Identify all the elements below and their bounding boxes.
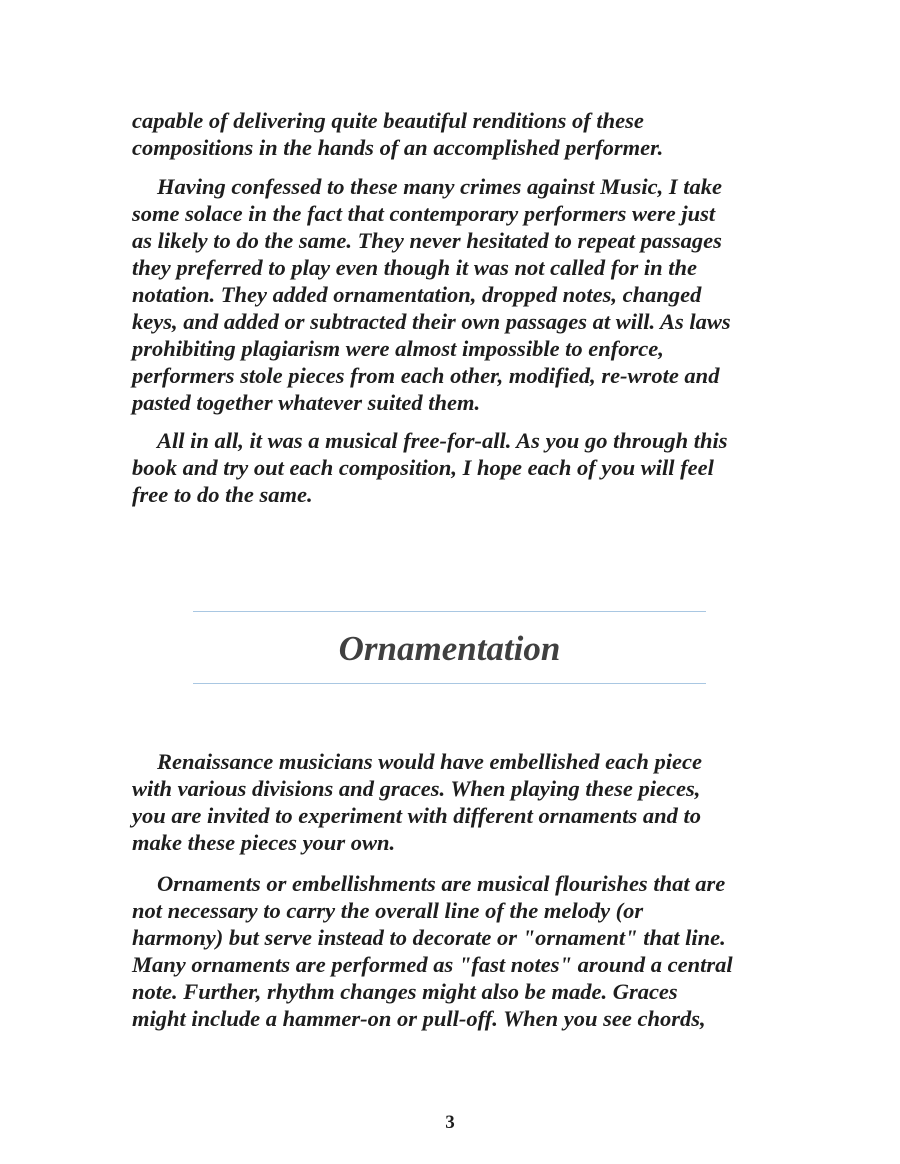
paragraph-line: capable of delivering quite beautiful renditions of these bbox=[132, 108, 644, 133]
paragraph-line: performers stole pieces from each other, modified, re-wrote and bbox=[132, 363, 720, 388]
paragraph-line: free to do the same. bbox=[132, 482, 313, 507]
paragraph-line: might include a hammer-on or pull-off. When you see chords, bbox=[132, 1006, 706, 1031]
paragraph-line: Renaissance musicians would have embellished each piece bbox=[157, 749, 702, 774]
heading-rule-bottom bbox=[193, 683, 706, 684]
paragraph-line: compositions in the hands of an accomplished performer. bbox=[132, 135, 664, 160]
paragraph-line: notation. They added ornamentation, dropped notes, changed bbox=[132, 282, 702, 307]
heading-rule-top bbox=[193, 611, 706, 612]
paragraph-line: some solace in the fact that contemporary performers were just bbox=[132, 201, 716, 226]
paragraph-ornaments bbox=[132, 870, 782, 1032]
paragraph-line: they preferred to play even though it was not called for in the bbox=[132, 255, 697, 280]
paragraph-crimes-against-music bbox=[132, 173, 782, 416]
paragraph-line: you are invited to experiment with different ornaments and to bbox=[132, 803, 701, 828]
paragraph-line: pasted together whatever suited them. bbox=[132, 390, 481, 415]
paragraph-line: book and try out each composition, I hope each of you will feel bbox=[132, 455, 714, 480]
paragraph-line: Ornaments or embellishments are musical flourishes that are bbox=[157, 871, 726, 896]
paragraph-line: All in all, it was a musical free-for-all. As you go through this bbox=[157, 428, 728, 453]
paragraph-line: prohibiting plagiarism were almost impossible to enforce, bbox=[132, 336, 664, 361]
paragraph-line: with various divisions and graces. When playing these pieces, bbox=[132, 776, 701, 801]
paragraph-continuation bbox=[132, 107, 782, 161]
paragraph-line: harmony) but serve instead to decorate or "ornament" that line. bbox=[132, 925, 726, 950]
page-number: 3 bbox=[445, 1112, 455, 1133]
section-heading: Ornamentation bbox=[338, 629, 561, 668]
paragraph-line: not necessary to carry the overall line of the melody (or bbox=[132, 898, 644, 923]
paragraph-line: Many ornaments are performed as "fast notes" around a central bbox=[132, 952, 733, 977]
paragraph-line: keys, and added or subtracted their own passages at will. As laws bbox=[132, 309, 731, 334]
paragraph-renaissance-musicians bbox=[132, 748, 782, 856]
paragraph-line: Having confessed to these many crimes against Music, I take bbox=[157, 174, 722, 199]
paragraph-free-for-all bbox=[132, 427, 782, 508]
paragraph-line: make these pieces your own. bbox=[132, 830, 396, 855]
paragraph-line: as likely to do the same. They never hesitated to repeat passages bbox=[132, 228, 722, 253]
paragraph-line: note. Further, rhythm changes might also be made. Graces bbox=[132, 979, 678, 1004]
